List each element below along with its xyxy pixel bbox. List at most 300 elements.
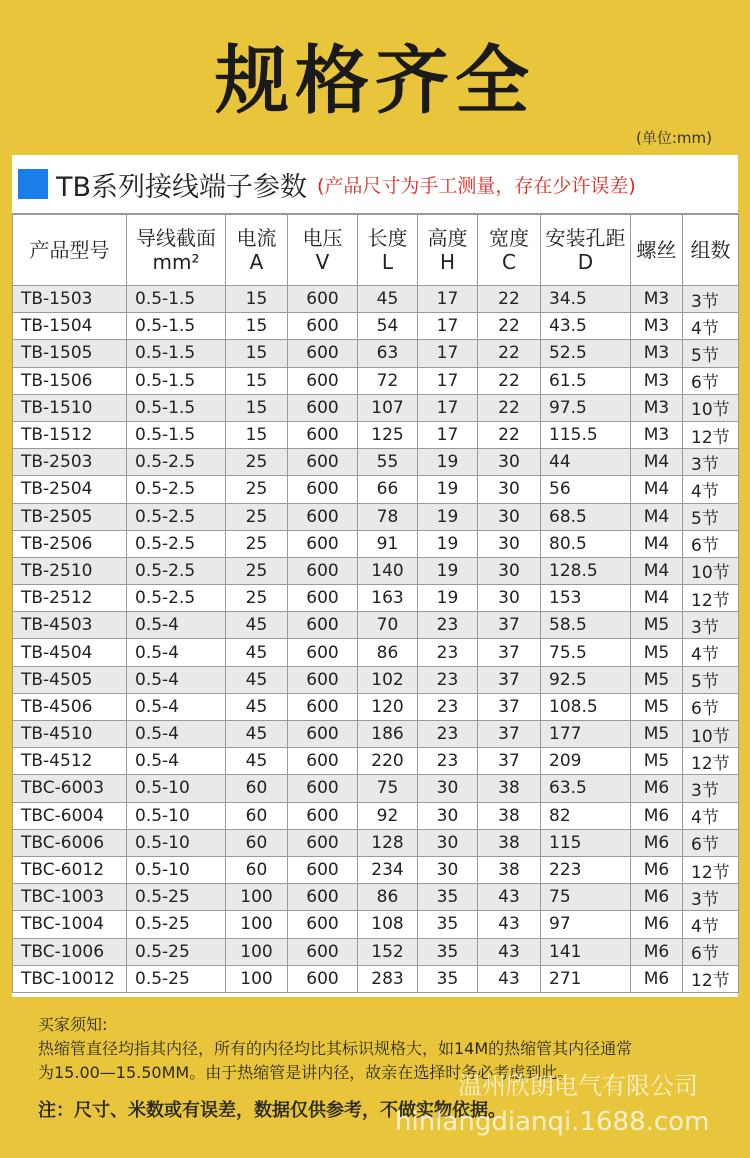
table-cell: 86: [358, 884, 418, 911]
table-cell: 6节: [683, 829, 739, 856]
table-cell: 22: [478, 394, 541, 421]
table-cell: 600: [288, 775, 358, 802]
table-cell: 63.5: [541, 775, 631, 802]
table-cell: 0.5-10: [127, 829, 226, 856]
table-cell: 600: [288, 965, 358, 992]
table-cell: M3: [631, 421, 683, 448]
table-cell: M5: [631, 748, 683, 775]
table-body: [13, 286, 739, 993]
table-cell: 0.5-2.5: [127, 530, 226, 557]
table-cell: M3: [631, 340, 683, 367]
table-cell: 5节: [683, 340, 739, 367]
table-row: [13, 394, 739, 421]
table-cell: TBC-1006: [13, 938, 127, 965]
table-cell: 30: [418, 802, 478, 829]
table-cell: 19: [418, 585, 478, 612]
table-row: [13, 557, 739, 584]
table-cell: 17: [418, 340, 478, 367]
table-cell: TBC-6003: [13, 775, 127, 802]
table-cell: 0.5-2.5: [127, 557, 226, 584]
table-cell: 43: [478, 884, 541, 911]
table-cell: 100: [226, 965, 288, 992]
table-cell: 63: [358, 340, 418, 367]
column-header-label: 安装孔距: [545, 226, 626, 250]
table-cell: TB-1505: [13, 340, 127, 367]
table-cell: 86: [358, 639, 418, 666]
table-cell: 12节: [683, 421, 739, 448]
table-cell: 600: [288, 666, 358, 693]
table-cell: 19: [418, 530, 478, 557]
table-cell: 12节: [683, 856, 739, 883]
table-cell: 0.5-4: [127, 748, 226, 775]
table-cell: TB-2510: [13, 557, 127, 584]
table-cell: 0.5-25: [127, 965, 226, 992]
watermark-url: hinlangdianqi.1688.com: [395, 1107, 710, 1137]
table-cell: 17: [418, 313, 478, 340]
table-cell: 3节: [683, 449, 739, 476]
table-cell: 22: [478, 286, 541, 313]
column-header-unit: V: [315, 250, 330, 274]
table-cell: 0.5-1.5: [127, 394, 226, 421]
table-cell: 128: [358, 829, 418, 856]
table-cell: M4: [631, 557, 683, 584]
table-cell: 22: [478, 313, 541, 340]
table-cell: 45: [226, 612, 288, 639]
table-cell: 600: [288, 394, 358, 421]
table-row: [13, 829, 739, 856]
table-cell: 45: [226, 721, 288, 748]
card-title: TB系列接线端子参数: [56, 171, 308, 203]
table-row: [13, 503, 739, 530]
table-cell: 30: [478, 557, 541, 584]
table-cell: 125: [358, 421, 418, 448]
table-cell: 80.5: [541, 530, 631, 557]
table-cell: 72: [358, 367, 418, 394]
table-row: [13, 693, 739, 720]
table-row: [13, 856, 739, 883]
table-cell: 52.5: [541, 340, 631, 367]
table-cell: 283: [358, 965, 418, 992]
table-cell: 141: [541, 938, 631, 965]
table-cell: 15: [226, 394, 288, 421]
table-row: [13, 748, 739, 775]
table-cell: 38: [478, 802, 541, 829]
table-cell: 19: [418, 503, 478, 530]
table-cell: 43.5: [541, 313, 631, 340]
table-cell: 600: [288, 612, 358, 639]
table-cell: TB-4506: [13, 693, 127, 720]
notes-heading: 买家须知:: [38, 1015, 108, 1034]
table-cell: 3节: [683, 884, 739, 911]
table-cell: 23: [418, 693, 478, 720]
table-cell: 30: [418, 829, 478, 856]
table-cell: TB-1504: [13, 313, 127, 340]
table-cell: 25: [226, 557, 288, 584]
column-header-label: 电压: [302, 226, 343, 250]
table-cell: TBC-1003: [13, 884, 127, 911]
table-cell: 177: [541, 721, 631, 748]
notes-line-1: 热缩管直径均指其内径，所有的内径均比其标识规格大，如14M的热缩管其内径通常: [38, 1039, 633, 1058]
table-cell: 0.5-2.5: [127, 503, 226, 530]
table-cell: 22: [478, 340, 541, 367]
table-cell: 78: [358, 503, 418, 530]
table-cell: M3: [631, 367, 683, 394]
table-cell: M6: [631, 938, 683, 965]
table-cell: 163: [358, 585, 418, 612]
table-cell: 38: [478, 856, 541, 883]
table-cell: 600: [288, 884, 358, 911]
table-cell: 23: [418, 721, 478, 748]
table-cell: 12节: [683, 965, 739, 992]
table-cell: 30: [418, 856, 478, 883]
table-cell: 35: [418, 965, 478, 992]
column-header-unit: H: [439, 250, 456, 274]
table-cell: 92.5: [541, 666, 631, 693]
table-cell: 600: [288, 340, 358, 367]
table-cell: 45: [226, 639, 288, 666]
table-cell: 0.5-1.5: [127, 313, 226, 340]
table-cell: 61.5: [541, 367, 631, 394]
column-header: [478, 215, 541, 286]
notes-line-3: 注：尺寸、米数或有误差，数据仅供参考，不做实物依据。: [38, 1100, 506, 1121]
table-cell: 600: [288, 693, 358, 720]
column-header-unit: A: [249, 250, 264, 274]
table-cell: 4节: [683, 911, 739, 938]
table-cell: 10节: [683, 721, 739, 748]
table-cell: 12节: [683, 585, 739, 612]
table-cell: 68.5: [541, 503, 631, 530]
table-cell: 271: [541, 965, 631, 992]
column-header: [13, 215, 127, 286]
table-cell: 45: [226, 666, 288, 693]
table-cell: TBC-1004: [13, 911, 127, 938]
table-cell: M5: [631, 639, 683, 666]
table-cell: 6节: [683, 938, 739, 965]
table-row: [13, 421, 739, 448]
table-cell: 30: [478, 530, 541, 557]
table-row: [13, 286, 739, 313]
table-cell: TB-2506: [13, 530, 127, 557]
column-header-label: 组数: [690, 238, 731, 262]
spec-card: [12, 155, 738, 997]
table-cell: 15: [226, 340, 288, 367]
table-cell: 43: [478, 965, 541, 992]
table-cell: 600: [288, 421, 358, 448]
table-cell: 45: [358, 286, 418, 313]
table-row: [13, 612, 739, 639]
notes-line-2: 为15.00—15.50MM。由于热缩管是讲内径，故亲在选择时务必考虑到此。: [38, 1063, 574, 1082]
table-cell: 45: [226, 693, 288, 720]
column-header: [541, 215, 631, 286]
table-cell: TB-4504: [13, 639, 127, 666]
table-cell: 44: [541, 449, 631, 476]
table-cell: 43: [478, 911, 541, 938]
table-cell: 600: [288, 911, 358, 938]
table-cell: 0.5-25: [127, 938, 226, 965]
table-cell: 75: [358, 775, 418, 802]
table-cell: 25: [226, 449, 288, 476]
column-header-label: 高度: [427, 226, 468, 250]
column-header-label: 长度: [367, 226, 408, 250]
table-cell: 60: [226, 856, 288, 883]
table-cell: M3: [631, 313, 683, 340]
column-header-label: 螺丝: [636, 238, 677, 262]
table-cell: 4节: [683, 476, 739, 503]
table-cell: 23: [418, 666, 478, 693]
table-cell: 3节: [683, 775, 739, 802]
table-cell: 100: [226, 938, 288, 965]
table-cell: TBC-6012: [13, 856, 127, 883]
table-cell: M5: [631, 666, 683, 693]
table-cell: M6: [631, 884, 683, 911]
table-cell: 600: [288, 802, 358, 829]
table-cell: 19: [418, 476, 478, 503]
table-cell: TB-4505: [13, 666, 127, 693]
table-cell: 30: [478, 585, 541, 612]
table-cell: 19: [418, 557, 478, 584]
table-cell: 10节: [683, 557, 739, 584]
table-cell: M4: [631, 503, 683, 530]
table-cell: 0.5-4: [127, 666, 226, 693]
table-cell: 5节: [683, 666, 739, 693]
table-cell: 600: [288, 829, 358, 856]
table-cell: 108.5: [541, 693, 631, 720]
table-cell: 30: [478, 503, 541, 530]
table-cell: 6节: [683, 367, 739, 394]
table-cell: M4: [631, 449, 683, 476]
table-cell: 0.5-4: [127, 612, 226, 639]
table-cell: TB-1503: [13, 286, 127, 313]
table-cell: 128.5: [541, 557, 631, 584]
table-cell: 223: [541, 856, 631, 883]
table-cell: 17: [418, 286, 478, 313]
table-cell: 97: [541, 911, 631, 938]
table-cell: TB-4503: [13, 612, 127, 639]
spec-table: [12, 214, 739, 993]
table-cell: 60: [226, 775, 288, 802]
table-cell: 56: [541, 476, 631, 503]
table-cell: 22: [478, 367, 541, 394]
table-cell: 60: [226, 829, 288, 856]
column-header-unit: C: [502, 250, 516, 274]
table-cell: 5节: [683, 503, 739, 530]
table-cell: TBC-10012: [13, 965, 127, 992]
table-row: [13, 367, 739, 394]
table-cell: 600: [288, 721, 358, 748]
table-cell: 153: [541, 585, 631, 612]
table-cell: 25: [226, 530, 288, 557]
table-cell: 600: [288, 585, 358, 612]
table-cell: 58.5: [541, 612, 631, 639]
table-cell: 600: [288, 530, 358, 557]
table-cell: 37: [478, 639, 541, 666]
table-cell: TB-1510: [13, 394, 127, 421]
table-cell: 4节: [683, 639, 739, 666]
table-cell: 0.5-1.5: [127, 421, 226, 448]
table-cell: 92: [358, 802, 418, 829]
table-cell: M4: [631, 585, 683, 612]
table-row: [13, 938, 739, 965]
unit-note: (单位:mm): [636, 129, 712, 147]
table-cell: 37: [478, 721, 541, 748]
table-cell: 17: [418, 367, 478, 394]
column-header-unit: L: [381, 250, 394, 274]
table-cell: TB-4510: [13, 721, 127, 748]
table-cell: 120: [358, 693, 418, 720]
table-cell: 4节: [683, 313, 739, 340]
table-cell: 600: [288, 449, 358, 476]
table-cell: 3节: [683, 286, 739, 313]
table-cell: 3节: [683, 612, 739, 639]
column-header-label: 导线截面: [136, 226, 216, 250]
table-cell: 43: [478, 938, 541, 965]
table-cell: 34.5: [541, 286, 631, 313]
table-cell: 22: [478, 421, 541, 448]
table-cell: 37: [478, 748, 541, 775]
table-cell: 0.5-4: [127, 639, 226, 666]
table-cell: 140: [358, 557, 418, 584]
table-cell: 54: [358, 313, 418, 340]
table-cell: 38: [478, 775, 541, 802]
table-cell: 30: [418, 775, 478, 802]
table-cell: M6: [631, 856, 683, 883]
table-cell: 209: [541, 748, 631, 775]
table-cell: M6: [631, 775, 683, 802]
column-header: [683, 215, 739, 286]
table-cell: 55: [358, 449, 418, 476]
table-cell: 37: [478, 612, 541, 639]
table-cell: 12节: [683, 748, 739, 775]
table-cell: 97.5: [541, 394, 631, 421]
table-cell: M6: [631, 965, 683, 992]
table-cell: 35: [418, 884, 478, 911]
table-cell: 6节: [683, 530, 739, 557]
table-cell: 6节: [683, 693, 739, 720]
table-row: [13, 530, 739, 557]
table-cell: 0.5-10: [127, 856, 226, 883]
table-cell: 115.5: [541, 421, 631, 448]
table-cell: 23: [418, 612, 478, 639]
table-cell: 600: [288, 503, 358, 530]
table-cell: 30: [478, 449, 541, 476]
table-row: [13, 884, 739, 911]
table-cell: TB-2504: [13, 476, 127, 503]
table-cell: 15: [226, 367, 288, 394]
table-cell: 0.5-4: [127, 721, 226, 748]
card-header: [12, 155, 738, 214]
column-header-label: 宽度: [489, 226, 529, 250]
table-cell: 0.5-10: [127, 802, 226, 829]
column-header: [288, 215, 358, 286]
table-cell: 15: [226, 421, 288, 448]
table-cell: 60: [226, 802, 288, 829]
table-cell: 15: [226, 313, 288, 340]
table-cell: 23: [418, 748, 478, 775]
table-row: [13, 911, 739, 938]
table-cell: 17: [418, 394, 478, 421]
table-cell: 0.5-10: [127, 775, 226, 802]
table-cell: 15: [226, 286, 288, 313]
column-header: [226, 215, 288, 286]
table-row: [13, 666, 739, 693]
table-cell: 600: [288, 313, 358, 340]
table-cell: 75.5: [541, 639, 631, 666]
table-cell: 66: [358, 476, 418, 503]
table-cell: 600: [288, 938, 358, 965]
table-cell: 102: [358, 666, 418, 693]
table-cell: TBC-6004: [13, 802, 127, 829]
table-row: [13, 449, 739, 476]
table-cell: TB-4512: [13, 748, 127, 775]
table-cell: 100: [226, 884, 288, 911]
table-cell: 600: [288, 748, 358, 775]
table-cell: 600: [288, 367, 358, 394]
table-cell: 0.5-2.5: [127, 585, 226, 612]
column-header-unit: mm²: [152, 250, 200, 274]
table-cell: 0.5-1.5: [127, 340, 226, 367]
column-header: [358, 215, 418, 286]
table-row: [13, 639, 739, 666]
table-cell: 107: [358, 394, 418, 421]
table-cell: 186: [358, 721, 418, 748]
table-row: [13, 585, 739, 612]
table-cell: 234: [358, 856, 418, 883]
table-cell: M3: [631, 394, 683, 421]
table-cell: 82: [541, 802, 631, 829]
table-row: [13, 775, 739, 802]
table-cell: 70: [358, 612, 418, 639]
table-cell: 0.5-1.5: [127, 367, 226, 394]
table-cell: M5: [631, 721, 683, 748]
table-cell: 108: [358, 911, 418, 938]
table-cell: TB-1506: [13, 367, 127, 394]
table-cell: 600: [288, 639, 358, 666]
table-cell: 0.5-4: [127, 693, 226, 720]
table-cell: 25: [226, 585, 288, 612]
table-cell: 0.5-25: [127, 884, 226, 911]
table-cell: 45: [226, 748, 288, 775]
table-cell: 0.5-1.5: [127, 286, 226, 313]
table-cell: M5: [631, 693, 683, 720]
table-cell: TB-1512: [13, 421, 127, 448]
table-cell: M4: [631, 530, 683, 557]
column-header-label: 电流: [236, 226, 277, 250]
table-header-row: [13, 215, 739, 286]
column-header: [127, 215, 226, 286]
table-cell: 37: [478, 666, 541, 693]
table-cell: M4: [631, 476, 683, 503]
table-cell: TB-2505: [13, 503, 127, 530]
table-cell: 152: [358, 938, 418, 965]
table-cell: 35: [418, 938, 478, 965]
table-cell: 91: [358, 530, 418, 557]
table-cell: M6: [631, 802, 683, 829]
table-row: [13, 965, 739, 992]
blue-square-icon: [18, 169, 48, 199]
table-cell: 0.5-2.5: [127, 476, 226, 503]
table-cell: 37: [478, 693, 541, 720]
table-row: [13, 340, 739, 367]
table-cell: TBC-6006: [13, 829, 127, 856]
column-header-unit: D: [577, 250, 594, 274]
table-cell: 600: [288, 476, 358, 503]
table-cell: 75: [541, 884, 631, 911]
table-cell: TB-2503: [13, 449, 127, 476]
table-cell: 600: [288, 557, 358, 584]
table-cell: M6: [631, 911, 683, 938]
table-cell: 0.5-2.5: [127, 449, 226, 476]
table-cell: 23: [418, 639, 478, 666]
